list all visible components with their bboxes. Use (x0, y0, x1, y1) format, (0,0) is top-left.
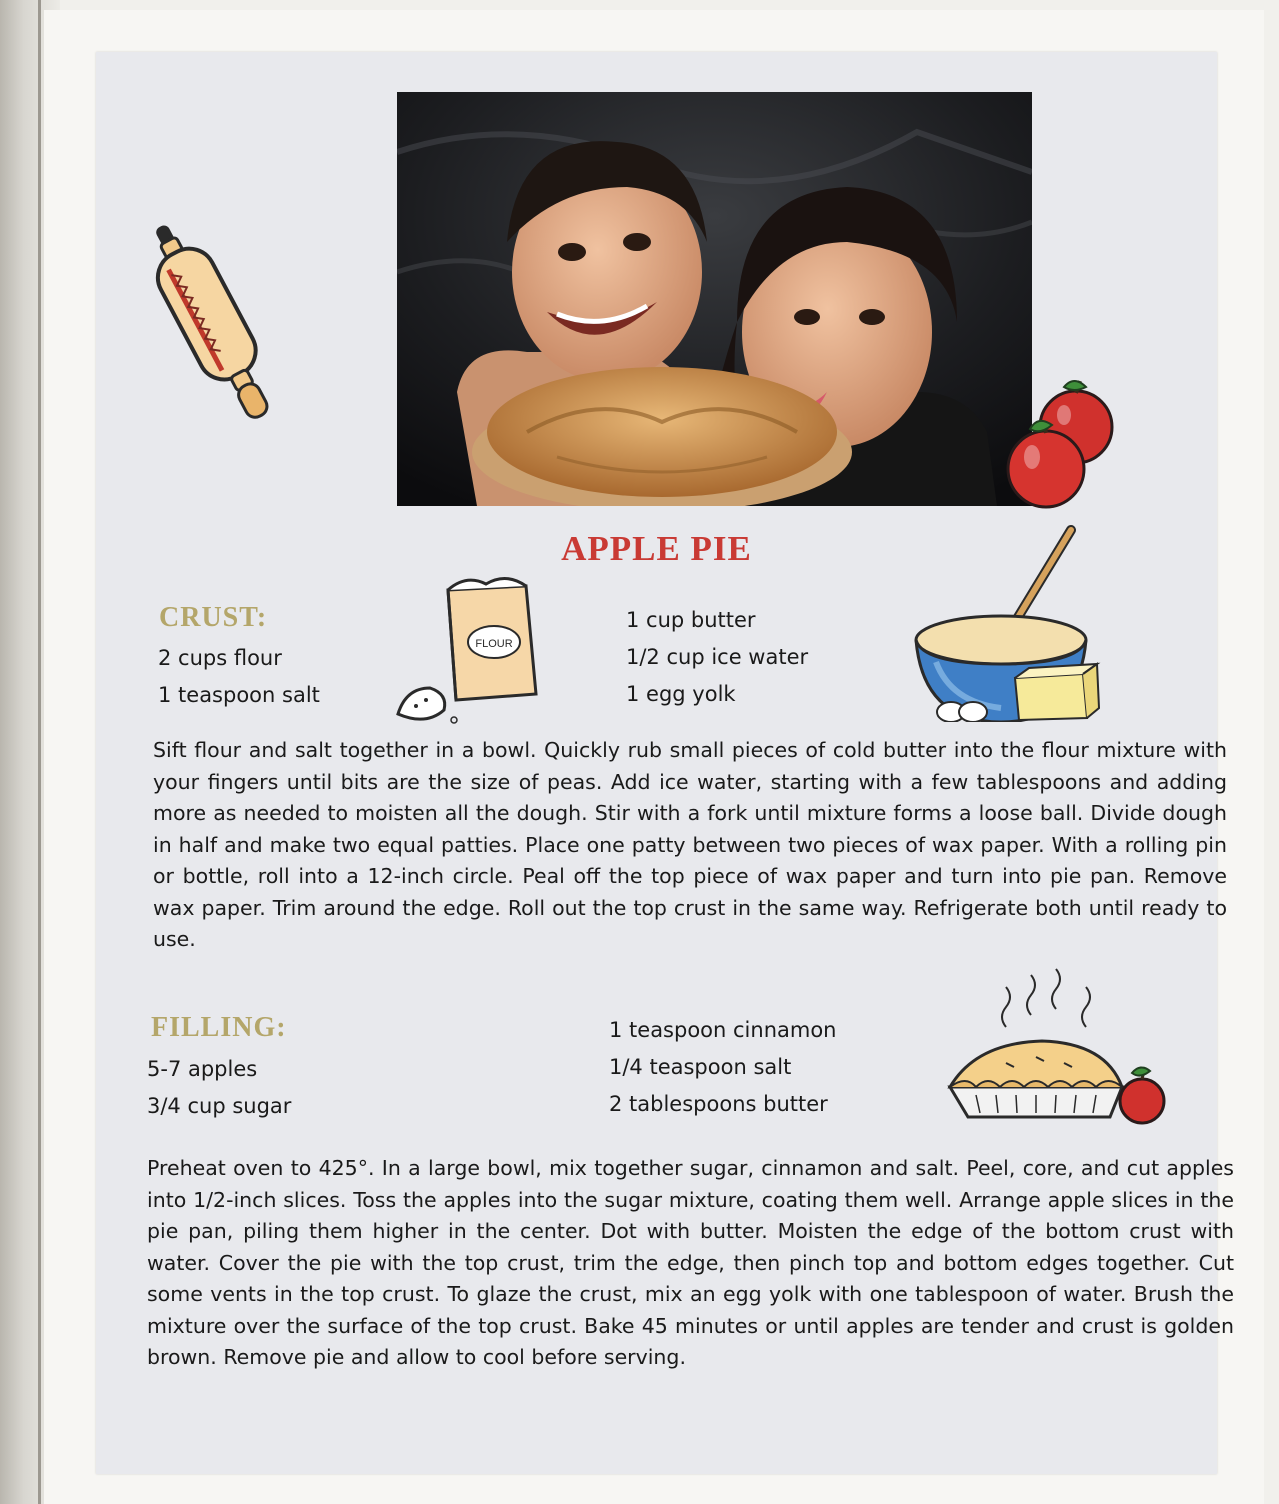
filling-heading: FILLING: (151, 1012, 287, 1043)
flour-bag-icon (386, 570, 546, 730)
crust-ingredients-right (626, 602, 808, 713)
crust-ingredients-left (158, 640, 320, 714)
filling-ingredients-left (147, 1051, 291, 1125)
flour-bag-label: FLOUR (475, 638, 513, 650)
baked-pie-icon (946, 967, 1176, 1127)
apples-icon (1004, 377, 1116, 512)
filling-instructions: Preheat oven to 425°. In a large bowl, mix together sugar, cinnamon and salt. Peel, core, and cut apples into 1/2-inch slices. Toss the apples into the sugar mixture, coating them well. Arrange apple slices in the pie pan, piling them higher in the center. Dot with butter. Moisten the edge of the bottom crust with water. Cover the pie with the top crust, trim the edge, then pinch top and bottom edges together. Cut some vents in the top crust. To glaze the crust, mix an egg yolk with one tablespoon of water. Brush the mixture over the surface of the top crust. Bake 45 minutes or until apples are tender and crust is golden brown. Remove pie and allow to cool before serving. (147, 1156, 1234, 1369)
crust-heading: CRUST: (159, 602, 268, 633)
ingredient-egg-yolk: 1 egg yolk (626, 682, 736, 706)
photo-children-with-pie (397, 92, 1032, 506)
crust-instructions: Sift flour and salt together in a bowl. Quickly rub small pieces of cold butter into the flour mixture with your fingers until bits are the size of peas. Add ice water, starting with a few tablespoons and adding more as needed to moisten all the dough. Stir with a fork until mixture forms a loose ball. Divide dough in half and make two equal patties. Place one patty between two pieces of wax paper. With a rolling pin or bottle, roll into a 12-inch circle. Peal off the top piece of wax paper and turn into pie pan. Remove wax paper. Trim around the edge. Roll out the top crust in the same way. Refrigerate both until ready to use. (153, 738, 1227, 951)
ingredient-ice-water: 1/2 cup ice water (626, 645, 809, 669)
ingredient-salt-filling: 1/4 teaspoon salt (609, 1055, 792, 1079)
ingredient-butter: 1 cup butter (626, 608, 756, 632)
rolling-pin-icon (136, 212, 286, 432)
ingredient-cinnamon: 1 teaspoon cinnamon (609, 1018, 837, 1042)
ingredient-flour: 2 cups flour (158, 646, 282, 670)
ingredient-sugar: 3/4 cup sugar (147, 1094, 292, 1118)
ingredient-butter-filling: 2 tablespoons butter (609, 1092, 828, 1116)
book-page (44, 10, 1264, 1504)
mixing-bowl-icon (911, 522, 1101, 722)
filling-ingredients-right (609, 1012, 837, 1123)
recipe-title: APPLE PIE (561, 529, 752, 568)
book-spine-line (38, 0, 41, 1504)
ingredient-apples: 5-7 apples (147, 1057, 258, 1081)
recipe-card (96, 52, 1234, 1474)
ingredient-salt: 1 teaspoon salt (158, 683, 320, 707)
